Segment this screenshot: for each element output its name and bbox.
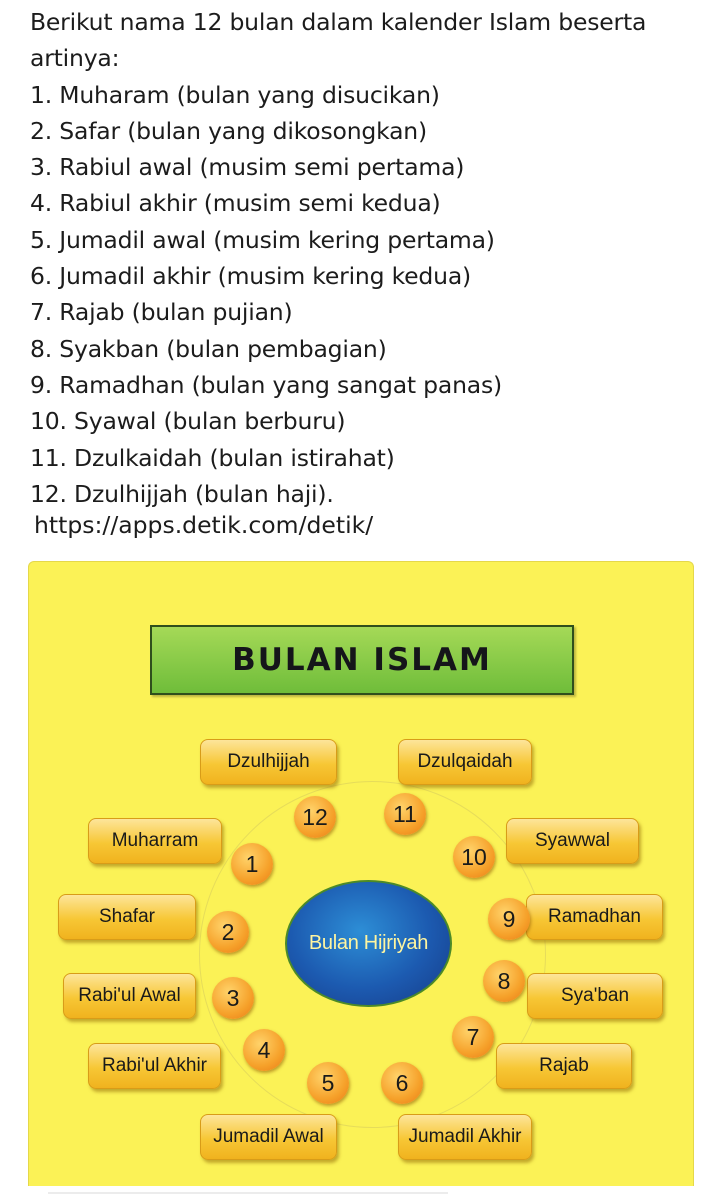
list-item: 6. Jumadil akhir (musim kering kedua) [30,262,472,291]
month-number-12 [294,796,336,838]
month-number: 10 [461,843,487,870]
month-label-syaban [527,973,663,1019]
month-label-jumadil-awal [200,1114,337,1160]
month-name: Ramadhan [548,906,641,927]
list-item: 4. Rabiul akhir (musim semi kedua) [30,189,441,218]
month-number: 1 [245,850,259,877]
month-name: Jumadil Akhir [408,1126,522,1147]
month-label-shafar [58,894,196,940]
month-name: Dzulhijjah [227,751,310,772]
list-item: 9. Ramadhan (bulan yang sangat panas) [30,370,502,399]
month-number-1 [231,843,273,885]
month-label-dzulqaidah [398,739,532,785]
month-label-ramadhan [526,894,663,940]
post-line: artinya: [30,44,120,73]
month-number: 4 [257,1036,271,1063]
month-name: Rabi'ul Awal [78,985,181,1006]
month-label-syawwal [506,818,639,864]
list-item: 12. Dzulhijjah (bulan haji). [30,479,334,508]
month-number-2 [207,911,249,953]
month-number-11 [384,793,426,835]
list-item: 8. Syakban (bulan pembagian) [30,334,387,363]
month-number-6 [381,1062,423,1104]
list-item: 11. Dzulkaidah (bulan istirahat) [30,443,395,472]
month-label-muharram [88,818,222,864]
list-item: 10. Syawal (bulan berburu) [30,407,346,436]
month-number-5 [307,1062,349,1104]
list-item: 5. Jumadil awal (musim kering pertama) [30,225,495,254]
month-number: 7 [466,1023,480,1050]
month-number-4 [243,1029,285,1071]
center-label: Bulan Hijriyah [308,932,429,954]
month-name: Shafar [99,906,155,927]
month-number: 9 [502,905,516,932]
list-item: 3. Rabiul awal (musim semi pertama) [30,153,465,182]
infographic-title: BULAN ISLAM [232,642,492,678]
post-line: Berikut nama 12 bulan dalam kalender Islam beserta [30,8,647,36]
month-name: Jumadil Awal [213,1126,324,1147]
month-number: 11 [393,800,417,827]
month-label-rajab [496,1043,632,1089]
month-name: Syawwal [535,830,610,851]
month-number-10 [453,836,495,878]
month-number-8 [483,960,525,1002]
month-name: Muharram [111,830,199,851]
post-text [30,4,700,512]
month-number-9 [488,898,530,940]
month-name: Rabi'ul Akhir [101,1055,207,1076]
bulan-islam-infographic[interactable] [28,561,694,1187]
month-number-3 [212,977,254,1019]
month-name: Sya'ban [560,985,630,1006]
month-number: 2 [221,918,235,945]
month-name: Dzulqaidah [417,751,513,772]
month-number: 12 [302,803,328,830]
list-item: 1. Muharam (bulan yang disucikan) [30,80,440,109]
month-number: 5 [321,1069,335,1096]
scroll-hint-line [48,1192,448,1194]
infographic-title-box [150,625,574,695]
center-oval [285,880,452,1007]
month-number-7 [452,1016,494,1058]
month-number: 6 [395,1069,409,1096]
month-label-dzulhijjah [200,739,337,785]
month-number: 3 [226,984,240,1011]
month-label-jumadil-akhir [398,1114,532,1160]
list-item: 7. Rajab (bulan pujian) [30,298,293,327]
month-name: Rajab [539,1055,589,1076]
month-number: 8 [497,967,511,994]
source-link[interactable]: https://apps.detik.com/detik/ [34,511,374,539]
list-item: 2. Safar (bulan yang dikosongkan) [30,116,427,145]
month-label-rabiul-awal [63,973,196,1019]
bottom-edge [0,1186,720,1196]
month-label-rabiul-akhir [88,1043,221,1089]
